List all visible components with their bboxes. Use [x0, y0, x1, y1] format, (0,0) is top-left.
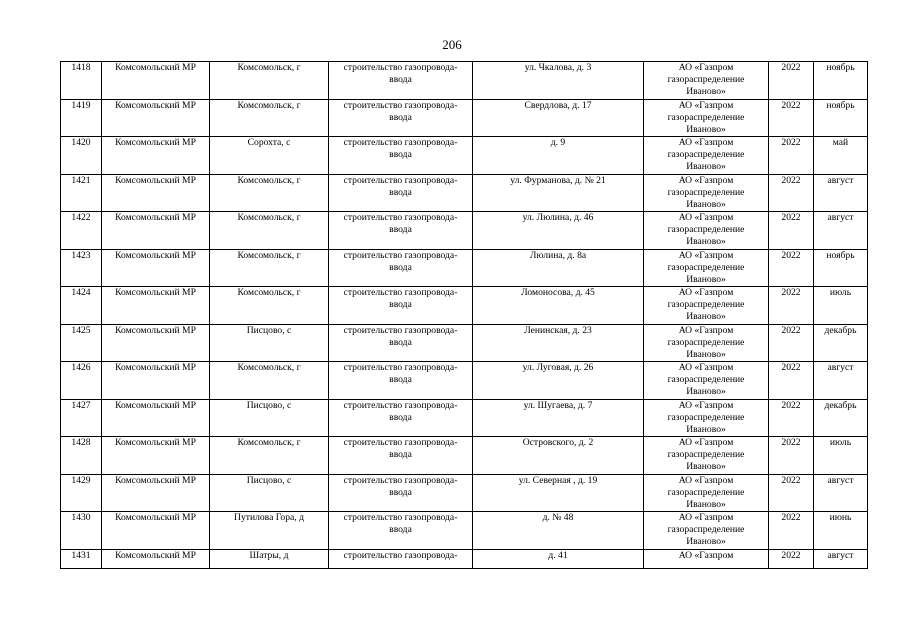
month-cell: июль	[814, 287, 868, 325]
year-cell: 2022	[769, 62, 814, 100]
work-type-line: ввода	[389, 411, 412, 423]
work-type-cell	[329, 287, 473, 325]
district-cell: Комсомольский МР	[102, 324, 210, 362]
row-number-cell: 1425	[61, 324, 102, 362]
work-type-line: строительство газопровода-	[343, 137, 458, 148]
organization-line: газораспределение	[667, 411, 745, 423]
year-cell: 2022	[769, 474, 814, 512]
organization-line: Иваново»	[686, 198, 726, 210]
work-type-cell	[329, 62, 473, 100]
organization-line: АО «Газпром	[678, 437, 734, 448]
table-row	[61, 62, 868, 100]
table-row	[61, 474, 868, 512]
month-cell: август	[814, 212, 868, 250]
locality-cell: Комсомольск, г	[210, 212, 329, 250]
organization-line: Иваново»	[686, 236, 726, 247]
work-type-cell	[329, 399, 473, 437]
district-cell: Комсомольский МР	[102, 399, 210, 437]
month-cell: август	[814, 549, 868, 568]
district-cell: Комсомольский МР	[102, 287, 210, 325]
organization-line: газораспределение	[667, 486, 745, 498]
locality-cell: Писцово, с	[210, 474, 329, 512]
organization-line: АО «Газпром	[678, 549, 734, 561]
work-type-line: ввода	[389, 449, 412, 460]
locality-cell: Писцово, с	[210, 324, 329, 362]
table-row	[61, 437, 868, 475]
district-cell: Комсомольский МР	[102, 437, 210, 475]
work-type-cell	[329, 212, 473, 250]
organization-line: АО «Газпром	[678, 249, 734, 261]
organization-line: Иваново»	[686, 123, 726, 135]
year-cell: 2022	[769, 212, 814, 250]
month-cell: май	[814, 137, 868, 175]
organization-cell	[644, 549, 769, 568]
page-number: 206	[442, 37, 462, 52]
organization-line: Иваново»	[686, 348, 726, 360]
month-cell: декабрь	[814, 399, 868, 437]
row-number-cell: 1419	[61, 99, 102, 137]
organization-line: Иваново»	[686, 498, 726, 510]
work-type-cell	[329, 99, 473, 137]
month-cell: июнь	[814, 512, 868, 550]
year-cell: 2022	[769, 137, 814, 175]
month-cell: ноябрь	[814, 99, 868, 137]
locality-cell: Комсомольск, г	[210, 99, 329, 137]
row-number-cell: 1424	[61, 287, 102, 325]
locality-cell: Путилова Гора, д	[210, 512, 329, 550]
work-type-line: строительство газопровода-	[343, 549, 458, 561]
month-cell: август	[814, 174, 868, 212]
work-type-cell	[329, 174, 473, 212]
address-cell: д. 41	[473, 549, 644, 568]
work-type-line: ввода	[389, 299, 412, 310]
locality-cell: Шатры, д	[210, 549, 329, 568]
organization-line: Иваново»	[686, 461, 726, 472]
organization-line: газораспределение	[667, 449, 745, 460]
work-type-line: ввода	[389, 261, 412, 273]
table-body	[61, 62, 868, 569]
gas-pipeline-table	[60, 61, 868, 569]
row-number-cell: 1422	[61, 212, 102, 250]
address-cell: д. 9	[473, 137, 644, 175]
row-number-cell: 1429	[61, 474, 102, 512]
table-row	[61, 174, 868, 212]
row-number-cell: 1428	[61, 437, 102, 475]
table-row	[61, 399, 868, 437]
organization-line: Иваново»	[686, 386, 726, 397]
month-cell: ноябрь	[814, 249, 868, 287]
work-type-line: ввода	[389, 486, 412, 498]
organization-line: АО «Газпром	[678, 399, 734, 411]
organization-cell	[644, 399, 769, 437]
organization-cell	[644, 249, 769, 287]
organization-line: АО «Газпром	[678, 137, 734, 148]
work-type-line: ввода	[389, 374, 412, 385]
table-row	[61, 137, 868, 175]
locality-cell: Комсомольск, г	[210, 437, 329, 475]
table-row	[61, 287, 868, 325]
work-type-cell	[329, 549, 473, 568]
work-type-line: ввода	[389, 336, 412, 348]
organization-line: газораспределение	[667, 74, 745, 85]
work-type-line: строительство газопровода-	[343, 474, 458, 486]
table-row	[61, 99, 868, 137]
table-row	[61, 249, 868, 287]
organization-cell	[644, 437, 769, 475]
work-type-line: ввода	[389, 111, 412, 123]
organization-line: Иваново»	[686, 161, 726, 172]
year-cell: 2022	[769, 249, 814, 287]
year-cell: 2022	[769, 512, 814, 550]
district-cell: Комсомольский МР	[102, 249, 210, 287]
locality-cell: Комсомольск, г	[210, 362, 329, 400]
locality-cell: Писцово, с	[210, 399, 329, 437]
work-type-line: ввода	[389, 224, 412, 235]
organization-line: АО «Газпром	[678, 474, 734, 486]
district-cell: Комсомольский МР	[102, 362, 210, 400]
work-type-line: строительство газопровода-	[343, 62, 458, 73]
organization-cell	[644, 137, 769, 175]
work-type-cell	[329, 362, 473, 400]
address-cell: ул. Шугаева, д. 7	[473, 399, 644, 437]
organization-line: газораспределение	[667, 261, 745, 273]
table-row	[61, 549, 868, 568]
year-cell: 2022	[769, 324, 814, 362]
address-cell: ул. Чкалова, д. 3	[473, 62, 644, 100]
organization-cell	[644, 287, 769, 325]
organization-line: АО «Газпром	[678, 99, 734, 111]
address-cell: ул. Люлина, д. 46	[473, 212, 644, 250]
work-type-cell	[329, 474, 473, 512]
organization-line: Иваново»	[686, 86, 726, 97]
work-type-cell	[329, 137, 473, 175]
organization-line: газораспределение	[667, 186, 745, 198]
organization-line: газораспределение	[667, 224, 745, 235]
organization-cell	[644, 512, 769, 550]
organization-cell	[644, 62, 769, 100]
work-type-line: строительство газопровода-	[343, 212, 458, 223]
district-cell: Комсомольский МР	[102, 62, 210, 100]
locality-cell: Комсомольск, г	[210, 249, 329, 287]
organization-cell	[644, 362, 769, 400]
district-cell: Комсомольский МР	[102, 174, 210, 212]
organization-line: АО «Газпром	[678, 62, 734, 73]
work-type-line: ввода	[389, 524, 412, 535]
locality-cell: Сорохта, с	[210, 137, 329, 175]
district-cell: Комсомольский МР	[102, 212, 210, 250]
table-row	[61, 212, 868, 250]
district-cell: Комсомольский МР	[102, 512, 210, 550]
table-row	[61, 324, 868, 362]
organization-line: газораспределение	[667, 149, 745, 160]
row-number-cell: 1431	[61, 549, 102, 568]
organization-line: газораспределение	[667, 374, 745, 385]
organization-line: газораспределение	[667, 336, 745, 348]
work-type-line: ввода	[389, 74, 412, 85]
district-cell: Комсомольский МР	[102, 137, 210, 175]
organization-line: АО «Газпром	[678, 212, 734, 223]
month-cell: ноябрь	[814, 62, 868, 100]
work-type-line: строительство газопровода-	[343, 99, 458, 111]
year-cell: 2022	[769, 437, 814, 475]
row-number-cell: 1430	[61, 512, 102, 550]
work-type-line: строительство газопровода-	[343, 362, 458, 373]
row-number-cell: 1427	[61, 399, 102, 437]
table-row	[61, 362, 868, 400]
locality-cell: Комсомольск, г	[210, 174, 329, 212]
address-cell: д. № 48	[473, 512, 644, 550]
address-cell: Ленинская, д. 23	[473, 324, 644, 362]
organization-cell	[644, 99, 769, 137]
organization-line: АО «Газпром	[678, 324, 734, 336]
row-number-cell: 1423	[61, 249, 102, 287]
organization-line: газораспределение	[667, 524, 745, 535]
work-type-line: ввода	[389, 186, 412, 198]
organization-cell	[644, 324, 769, 362]
address-cell: Свердлова, д. 17	[473, 99, 644, 137]
work-type-cell	[329, 249, 473, 287]
organization-line: газораспределение	[667, 299, 745, 310]
work-type-cell	[329, 512, 473, 550]
locality-cell: Комсомольск, г	[210, 287, 329, 325]
year-cell: 2022	[769, 174, 814, 212]
year-cell: 2022	[769, 549, 814, 568]
address-cell: Ломоносова, д. 45	[473, 287, 644, 325]
work-type-line: ввода	[389, 149, 412, 160]
work-type-line: строительство газопровода-	[343, 512, 458, 523]
work-type-line: строительство газопровода-	[343, 324, 458, 336]
organization-line: АО «Газпром	[678, 174, 734, 186]
month-cell: август	[814, 362, 868, 400]
year-cell: 2022	[769, 399, 814, 437]
organization-line: АО «Газпром	[678, 512, 734, 523]
row-number-cell: 1418	[61, 62, 102, 100]
work-type-cell	[329, 324, 473, 362]
work-type-line: строительство газопровода-	[343, 399, 458, 411]
work-type-line: строительство газопровода-	[343, 249, 458, 261]
organization-cell	[644, 212, 769, 250]
address-cell: ул. Луговая, д. 26	[473, 362, 644, 400]
organization-line: газораспределение	[667, 111, 745, 123]
table-row	[61, 512, 868, 550]
organization-line: Иваново»	[686, 273, 726, 285]
organization-cell	[644, 174, 769, 212]
month-cell: август	[814, 474, 868, 512]
address-cell: Люлина, д. 8а	[473, 249, 644, 287]
year-cell: 2022	[769, 287, 814, 325]
organization-cell	[644, 474, 769, 512]
address-cell: Островского, д. 2	[473, 437, 644, 475]
district-cell: Комсомольский МР	[102, 549, 210, 568]
year-cell: 2022	[769, 99, 814, 137]
work-type-cell	[329, 437, 473, 475]
work-type-line: строительство газопровода-	[343, 287, 458, 298]
district-cell: Комсомольский МР	[102, 99, 210, 137]
work-type-line: строительство газопровода-	[343, 437, 458, 448]
address-cell: ул. Фурманова, д. № 21	[473, 174, 644, 212]
organization-line: АО «Газпром	[678, 287, 734, 298]
organization-line: Иваново»	[686, 536, 726, 547]
organization-line: АО «Газпром	[678, 362, 734, 373]
year-cell: 2022	[769, 362, 814, 400]
month-cell: декабрь	[814, 324, 868, 362]
row-number-cell: 1421	[61, 174, 102, 212]
row-number-cell: 1426	[61, 362, 102, 400]
locality-cell: Комсомольск, г	[210, 62, 329, 100]
district-cell: Комсомольский МР	[102, 474, 210, 512]
row-number-cell: 1420	[61, 137, 102, 175]
work-type-line: строительство газопровода-	[343, 174, 458, 186]
organization-line: Иваново»	[686, 423, 726, 435]
address-cell: ул. Северная , д. 19	[473, 474, 644, 512]
month-cell: июль	[814, 437, 868, 475]
organization-line: Иваново»	[686, 311, 726, 322]
